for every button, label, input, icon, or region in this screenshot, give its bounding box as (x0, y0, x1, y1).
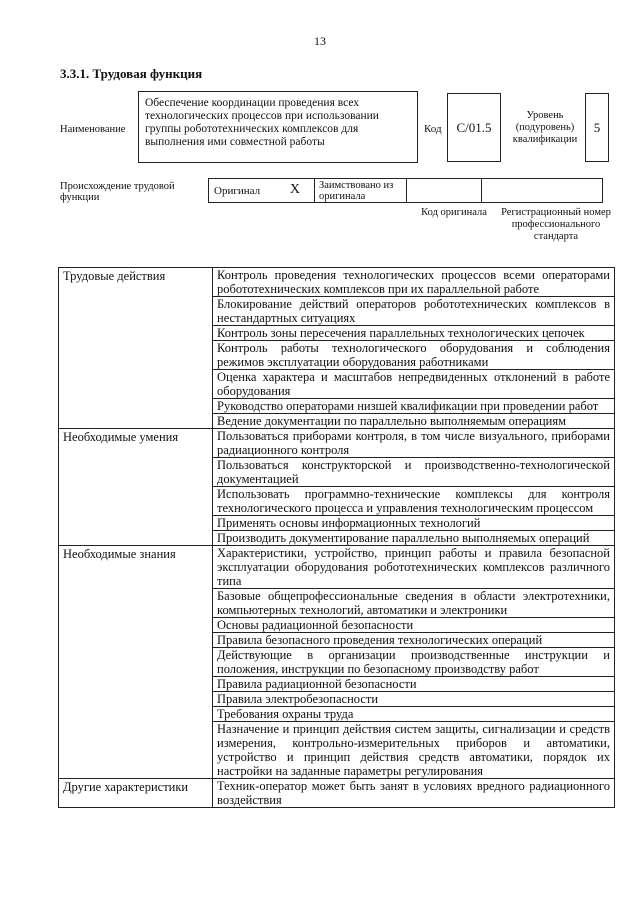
table-row (59, 429, 615, 458)
section-item: Блокирование действий операторов робототехнических комплексов в нестандартных ситуациях (213, 297, 615, 326)
borrowed-cell: Заимствовано из оригинала (314, 178, 407, 203)
section-item: Использовать программно-технические комплексы для контроля технологического процесса и управления технологическим процессом (213, 487, 615, 516)
origin-label: Происхождение трудовой функции (60, 181, 175, 203)
section-title: 3.3.1. Трудовая функция (60, 66, 203, 81)
original-label: Оригинал (214, 184, 261, 197)
section-item: Техник-оператор может быть занят в условиях вредного радиационного воздействия (213, 779, 615, 808)
section-item: Правила радиационной безопасности (213, 677, 615, 692)
name-label: Наименование (60, 124, 126, 135)
registration-number-cell (481, 178, 603, 203)
section-item: Применять основы информационных технологий (213, 516, 615, 531)
section-item: Назначение и принцип действия систем защиты, сигнализации и средств измерения, контрольно-измерительных приборов и автоматики, устройство и принцип действия средств автоматики, порядок их настройки на заданные параметры регулирования (213, 722, 615, 779)
original-code-cell (406, 178, 482, 203)
section-heading: Другие характеристики (59, 779, 213, 808)
section-item: Производить документирование параллельно выполняемых операций (213, 531, 615, 546)
section-item: Базовые общепрофессиональные сведения в области электротехники, компьютерных технологий, автоматики и электроники (213, 589, 615, 618)
level-value-box: 5 (585, 93, 609, 162)
section-item: Руководство операторами низшей квалификации при проведении работ (213, 399, 615, 414)
table-row (59, 268, 615, 297)
section-item: Пользоваться конструкторской и производственно-технологической документацией (213, 458, 615, 487)
section-item: Контроль зоны пересечения параллельных технологических цепочек (213, 326, 615, 341)
original-mark: X (289, 182, 300, 197)
labor-function-table (58, 267, 615, 808)
section-item: Действующие в организации производственные инструкции и положения, инструкции по безопасному производству работ (213, 648, 615, 677)
table-row (59, 779, 615, 808)
section-item: Оценка характера и масштабов непредвиденных отклонений в работе оборудования (213, 370, 615, 399)
level-label: Уровень (подуровень) квалификации (512, 110, 578, 145)
section-item: Контроль работы технологического оборудования и соблюдения режимов эксплуатации оборудования работниками (213, 341, 615, 370)
original-cell (208, 178, 315, 203)
code-value-box: C/01.5 (447, 93, 501, 162)
section-heading: Трудовые действия (59, 268, 213, 429)
section-heading: Необходимые умения (59, 429, 213, 546)
table-row (59, 546, 615, 589)
origin-row (208, 178, 602, 203)
registration-number-caption: Регистрационный номер профессионального стандарта (501, 207, 611, 242)
section-item: Правила безопасного проведения технологических операций (213, 633, 615, 648)
section-item: Основы радиационной безопасности (213, 618, 615, 633)
section-item: Контроль проведения технологических процессов всеми операторами робототехнических комплексов при их параллельной работе (213, 268, 615, 297)
section-item: Ведение документации по параллельно выполняемым операциям (213, 414, 615, 429)
section-item: Пользоваться приборами контроля, в том числе визуального, приборами радиационного контроля (213, 429, 615, 458)
code-label: Код (424, 123, 442, 135)
page-number: 13 (314, 34, 326, 48)
section-item: Правила электробезопасности (213, 692, 615, 707)
section-item: Характеристики, устройство, принцип работы и правила безопасной эксплуатации оборудования робототехнических комплексов различного типа (213, 546, 615, 589)
function-name-box: Обеспечение координации проведения всех технологических процессов при использовании группы робототехнических комплексов для выполнения ими совместной работы (138, 91, 418, 163)
original-code-caption: Код оригинала (421, 207, 487, 218)
section-heading: Необходимые знания (59, 546, 213, 779)
section-item: Требования охраны труда (213, 707, 615, 722)
